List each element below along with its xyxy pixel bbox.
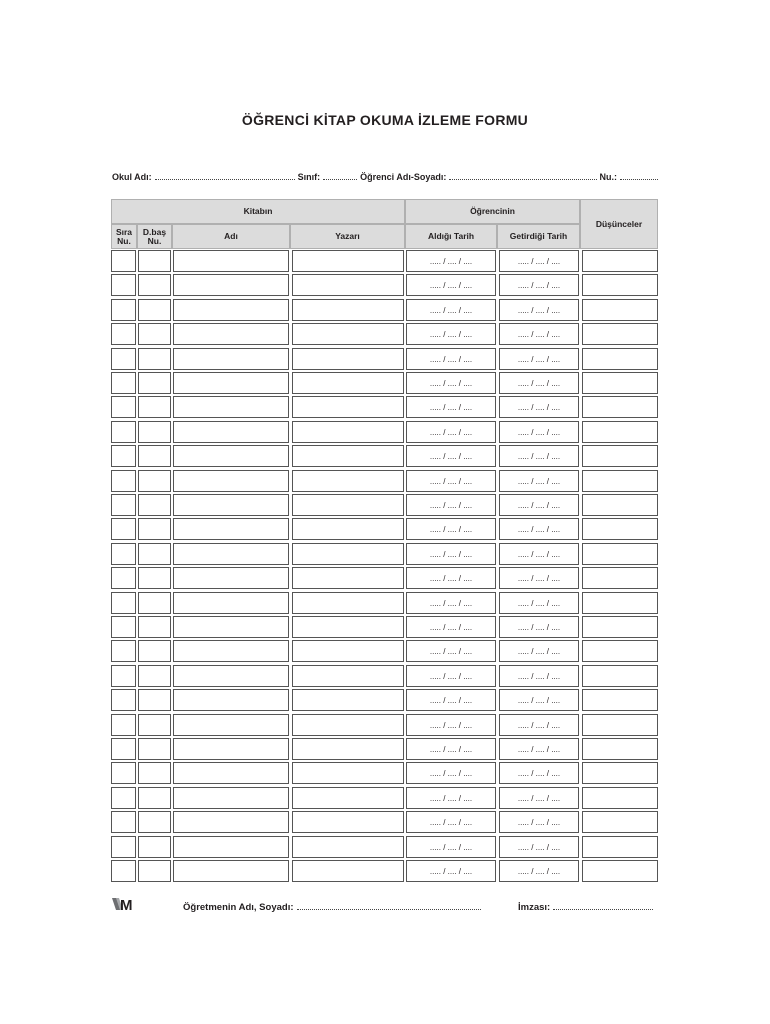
- received-date-cell[interactable]: [406, 445, 496, 467]
- author-cell[interactable]: [292, 323, 404, 345]
- teacher-label: Öğretmenin Adı, Soyadı:: [183, 902, 294, 913]
- date-placeholder: ..... / .... / ....: [517, 622, 561, 632]
- date-placeholder: ..... / .... / ....: [429, 817, 473, 827]
- order-cell[interactable]: [111, 494, 136, 516]
- author-cell[interactable]: [292, 250, 404, 272]
- received-date-cell[interactable]: [406, 714, 496, 736]
- received-date-cell[interactable]: [406, 421, 496, 443]
- order-cell[interactable]: [111, 738, 136, 760]
- received-date-cell[interactable]: [406, 616, 496, 638]
- date-placeholder: ..... / .... / ....: [429, 256, 473, 266]
- returned-date-cell[interactable]: [499, 860, 579, 882]
- dbas-cell[interactable]: [138, 421, 171, 443]
- teacher-field[interactable]: [297, 900, 481, 910]
- returned-date-cell[interactable]: [499, 836, 579, 858]
- returned-date-cell[interactable]: [499, 592, 579, 614]
- order-cell[interactable]: [111, 689, 136, 711]
- book-name-cell[interactable]: [173, 323, 289, 345]
- order-cell[interactable]: [111, 762, 136, 784]
- signature-field[interactable]: [553, 900, 653, 910]
- order-cell[interactable]: [111, 323, 136, 345]
- book-name-cell[interactable]: [173, 787, 289, 809]
- date-placeholder: ..... / .... / ....: [429, 768, 473, 778]
- dbas-cell[interactable]: [138, 616, 171, 638]
- date-placeholder: ..... / .... / ....: [429, 378, 473, 388]
- date-placeholder: ..... / .... / ....: [517, 354, 561, 364]
- header-received-date: Aldığı Tarih: [405, 224, 497, 249]
- returned-date-cell[interactable]: [499, 787, 579, 809]
- order-cell[interactable]: [111, 348, 136, 370]
- book-name-cell[interactable]: [173, 348, 289, 370]
- returned-date-cell[interactable]: [499, 421, 579, 443]
- received-date-cell[interactable]: [406, 543, 496, 565]
- date-placeholder: ..... / .... / ....: [429, 720, 473, 730]
- order-cell[interactable]: [111, 250, 136, 272]
- header-author: Yazarı: [290, 224, 405, 249]
- returned-date-cell[interactable]: [499, 616, 579, 638]
- date-placeholder: ..... / .... / ....: [517, 427, 561, 437]
- thoughts-cell[interactable]: [582, 299, 658, 321]
- thoughts-cell[interactable]: [582, 762, 658, 784]
- header-book-group: Kitabın: [111, 199, 405, 224]
- author-cell[interactable]: [292, 811, 404, 833]
- received-date-cell[interactable]: [406, 787, 496, 809]
- returned-date-cell[interactable]: [499, 640, 579, 662]
- info-line: [112, 170, 658, 184]
- thoughts-cell[interactable]: [582, 567, 658, 589]
- received-date-cell[interactable]: [406, 396, 496, 418]
- received-date-cell[interactable]: [406, 689, 496, 711]
- book-name-cell[interactable]: [173, 689, 289, 711]
- date-placeholder: ..... / .... / ....: [517, 378, 561, 388]
- dbas-cell[interactable]: [138, 250, 171, 272]
- date-placeholder: ..... / .... / ....: [429, 573, 473, 583]
- thoughts-cell[interactable]: [582, 323, 658, 345]
- received-date-cell[interactable]: [406, 592, 496, 614]
- author-cell[interactable]: [292, 299, 404, 321]
- returned-date-cell[interactable]: [499, 567, 579, 589]
- header-book-name: Adı: [172, 224, 290, 249]
- date-placeholder: ..... / .... / ....: [429, 598, 473, 608]
- book-name-cell[interactable]: [173, 421, 289, 443]
- date-placeholder: ..... / .... / ....: [429, 476, 473, 486]
- received-date-cell[interactable]: [406, 470, 496, 492]
- thoughts-cell[interactable]: [582, 787, 658, 809]
- date-placeholder: ..... / .... / ....: [429, 500, 473, 510]
- returned-date-cell[interactable]: [499, 396, 579, 418]
- book-name-cell[interactable]: [173, 543, 289, 565]
- dbas-cell[interactable]: [138, 640, 171, 662]
- header-thoughts: Düşünceler: [580, 199, 658, 249]
- returned-date-cell[interactable]: [499, 543, 579, 565]
- date-placeholder: ..... / .... / ....: [517, 842, 561, 852]
- date-placeholder: ..... / .... / ....: [517, 768, 561, 778]
- order-cell[interactable]: [111, 860, 136, 882]
- date-placeholder: ..... / .... / ....: [517, 671, 561, 681]
- date-placeholder: ..... / .... / ....: [517, 793, 561, 803]
- dbas-cell[interactable]: [138, 445, 171, 467]
- author-cell[interactable]: [292, 640, 404, 662]
- date-placeholder: ..... / .... / ....: [517, 720, 561, 730]
- form-title: ÖĞRENCİ KİTAP OKUMA İZLEME FORMU: [241, 112, 529, 128]
- book-name-cell[interactable]: [173, 616, 289, 638]
- order-cell[interactable]: [111, 811, 136, 833]
- returned-date-cell[interactable]: [499, 348, 579, 370]
- thoughts-cell[interactable]: [582, 616, 658, 638]
- author-cell[interactable]: [292, 787, 404, 809]
- book-name-cell[interactable]: [173, 470, 289, 492]
- dbas-cell[interactable]: [138, 299, 171, 321]
- order-cell[interactable]: [111, 445, 136, 467]
- received-date-cell[interactable]: [406, 372, 496, 394]
- book-name-cell[interactable]: [173, 250, 289, 272]
- dbas-cell[interactable]: [138, 738, 171, 760]
- thoughts-cell[interactable]: [582, 811, 658, 833]
- header-order-number: Sıra Nu.: [111, 224, 137, 249]
- received-date-cell[interactable]: [406, 762, 496, 784]
- thoughts-cell[interactable]: [582, 665, 658, 687]
- header-dbas-number: D.baş Nu.: [137, 224, 172, 249]
- dbas-cell[interactable]: [138, 396, 171, 418]
- book-name-cell[interactable]: [173, 274, 289, 296]
- dbas-cell[interactable]: [138, 543, 171, 565]
- date-placeholder: ..... / .... / ....: [429, 427, 473, 437]
- thoughts-cell[interactable]: [582, 250, 658, 272]
- returned-date-cell[interactable]: [499, 689, 579, 711]
- dbas-cell[interactable]: [138, 470, 171, 492]
- author-cell[interactable]: [292, 543, 404, 565]
- thoughts-cell[interactable]: [582, 738, 658, 760]
- returned-date-cell[interactable]: [499, 518, 579, 540]
- date-placeholder: ..... / .... / ....: [517, 402, 561, 412]
- date-placeholder: ..... / .... / ....: [517, 573, 561, 583]
- date-placeholder: ..... / .... / ....: [429, 842, 473, 852]
- dbas-cell[interactable]: [138, 811, 171, 833]
- date-placeholder: ..... / .... / ....: [517, 280, 561, 290]
- dbas-cell[interactable]: [138, 494, 171, 516]
- date-placeholder: ..... / .... / ....: [429, 646, 473, 656]
- received-date-cell[interactable]: [406, 250, 496, 272]
- book-name-cell[interactable]: [173, 738, 289, 760]
- order-cell[interactable]: [111, 836, 136, 858]
- thoughts-cell[interactable]: [582, 714, 658, 736]
- date-placeholder: ..... / .... / ....: [517, 451, 561, 461]
- date-placeholder: ..... / .... / ....: [517, 256, 561, 266]
- date-placeholder: ..... / .... / ....: [517, 549, 561, 559]
- dbas-cell[interactable]: [138, 372, 171, 394]
- received-date-cell[interactable]: [406, 518, 496, 540]
- author-cell[interactable]: [292, 616, 404, 638]
- book-name-cell[interactable]: [173, 396, 289, 418]
- order-cell[interactable]: [111, 592, 136, 614]
- date-placeholder: ..... / .... / ....: [517, 598, 561, 608]
- teacher-line: [183, 900, 481, 916]
- author-cell[interactable]: [292, 348, 404, 370]
- date-placeholder: ..... / .... / ....: [517, 695, 561, 705]
- received-date-cell[interactable]: [406, 811, 496, 833]
- author-cell[interactable]: [292, 470, 404, 492]
- book-name-cell[interactable]: [173, 811, 289, 833]
- date-placeholder: ..... / .... / ....: [429, 866, 473, 876]
- thoughts-cell[interactable]: [582, 470, 658, 492]
- student-field[interactable]: [449, 170, 596, 180]
- author-cell[interactable]: [292, 518, 404, 540]
- book-name-cell[interactable]: [173, 640, 289, 662]
- returned-date-cell[interactable]: [499, 762, 579, 784]
- returned-date-cell[interactable]: [499, 299, 579, 321]
- received-date-cell[interactable]: [406, 299, 496, 321]
- thoughts-cell[interactable]: [582, 836, 658, 858]
- returned-date-cell[interactable]: [499, 665, 579, 687]
- book-name-cell[interactable]: [173, 518, 289, 540]
- date-placeholder: ..... / .... / ....: [517, 305, 561, 315]
- returned-date-cell[interactable]: [499, 250, 579, 272]
- dbas-cell[interactable]: [138, 323, 171, 345]
- thoughts-cell[interactable]: [582, 689, 658, 711]
- school-field[interactable]: [155, 170, 295, 180]
- class-label: Sınıf:: [297, 172, 321, 182]
- date-placeholder: ..... / .... / ....: [429, 402, 473, 412]
- received-date-cell[interactable]: [406, 348, 496, 370]
- thoughts-cell[interactable]: [582, 421, 658, 443]
- received-date-cell[interactable]: [406, 274, 496, 296]
- svg-text:M: M: [120, 897, 133, 912]
- book-name-cell[interactable]: [173, 445, 289, 467]
- order-cell[interactable]: [111, 372, 136, 394]
- thoughts-cell[interactable]: [582, 445, 658, 467]
- date-placeholder: ..... / .... / ....: [429, 354, 473, 364]
- dbas-cell[interactable]: [138, 665, 171, 687]
- school-label: Okul Adı:: [112, 172, 152, 182]
- header-student-group: Öğrencinin: [405, 199, 580, 224]
- dbas-cell[interactable]: [138, 348, 171, 370]
- order-cell[interactable]: [111, 787, 136, 809]
- order-cell[interactable]: [111, 616, 136, 638]
- thoughts-cell[interactable]: [582, 518, 658, 540]
- book-name-cell[interactable]: [173, 762, 289, 784]
- thoughts-cell[interactable]: [582, 592, 658, 614]
- author-cell[interactable]: [292, 592, 404, 614]
- date-placeholder: ..... / .... / ....: [429, 329, 473, 339]
- order-cell[interactable]: [111, 421, 136, 443]
- dbas-cell[interactable]: [138, 592, 171, 614]
- author-cell[interactable]: [292, 567, 404, 589]
- thoughts-cell[interactable]: [582, 348, 658, 370]
- order-cell[interactable]: [111, 567, 136, 589]
- book-name-cell[interactable]: [173, 299, 289, 321]
- signature-line: [518, 900, 653, 916]
- date-placeholder: ..... / .... / ....: [517, 744, 561, 754]
- author-cell[interactable]: [292, 836, 404, 858]
- dbas-cell[interactable]: [138, 714, 171, 736]
- thoughts-cell[interactable]: [582, 372, 658, 394]
- order-cell[interactable]: [111, 543, 136, 565]
- dbas-cell[interactable]: [138, 567, 171, 589]
- returned-date-cell[interactable]: [499, 470, 579, 492]
- header-returned-date: Getirdiği Tarih: [497, 224, 580, 249]
- date-placeholder: ..... / .... / ....: [429, 280, 473, 290]
- author-cell[interactable]: [292, 738, 404, 760]
- dbas-cell[interactable]: [138, 274, 171, 296]
- date-placeholder: ..... / .... / ....: [429, 305, 473, 315]
- thoughts-cell[interactable]: [582, 396, 658, 418]
- order-cell[interactable]: [111, 274, 136, 296]
- returned-date-cell[interactable]: [499, 811, 579, 833]
- author-cell[interactable]: [292, 445, 404, 467]
- book-name-cell[interactable]: [173, 836, 289, 858]
- class-field[interactable]: [323, 170, 357, 180]
- returned-date-cell[interactable]: [499, 372, 579, 394]
- date-placeholder: ..... / .... / ....: [517, 476, 561, 486]
- publisher-logo: [112, 896, 136, 912]
- dbas-cell[interactable]: [138, 689, 171, 711]
- thoughts-cell[interactable]: [582, 543, 658, 565]
- date-placeholder: ..... / .... / ....: [517, 329, 561, 339]
- thoughts-cell[interactable]: [582, 860, 658, 882]
- returned-date-cell[interactable]: [499, 323, 579, 345]
- book-name-cell[interactable]: [173, 860, 289, 882]
- author-cell[interactable]: [292, 714, 404, 736]
- date-placeholder: ..... / .... / ....: [429, 524, 473, 534]
- author-cell[interactable]: [292, 860, 404, 882]
- returned-date-cell[interactable]: [499, 738, 579, 760]
- date-placeholder: ..... / .... / ....: [517, 500, 561, 510]
- order-cell[interactable]: [111, 714, 136, 736]
- dbas-cell[interactable]: [138, 860, 171, 882]
- number-field[interactable]: [620, 170, 658, 180]
- received-date-cell[interactable]: [406, 665, 496, 687]
- order-cell[interactable]: [111, 470, 136, 492]
- date-placeholder: ..... / .... / ....: [517, 866, 561, 876]
- date-placeholder: ..... / .... / ....: [517, 817, 561, 827]
- received-date-cell[interactable]: [406, 738, 496, 760]
- date-placeholder: ..... / .... / ....: [517, 646, 561, 656]
- received-date-cell[interactable]: [406, 860, 496, 882]
- book-name-cell[interactable]: [173, 592, 289, 614]
- date-placeholder: ..... / .... / ....: [429, 744, 473, 754]
- dbas-cell[interactable]: [138, 787, 171, 809]
- order-cell[interactable]: [111, 665, 136, 687]
- received-date-cell[interactable]: [406, 640, 496, 662]
- date-placeholder: ..... / .... / ....: [429, 549, 473, 559]
- received-date-cell[interactable]: [406, 836, 496, 858]
- date-placeholder: ..... / .... / ....: [429, 671, 473, 681]
- received-date-cell[interactable]: [406, 323, 496, 345]
- date-placeholder: ..... / .... / ....: [429, 695, 473, 705]
- order-cell[interactable]: [111, 396, 136, 418]
- thoughts-cell[interactable]: [582, 640, 658, 662]
- author-cell[interactable]: [292, 762, 404, 784]
- book-name-cell[interactable]: [173, 665, 289, 687]
- author-cell[interactable]: [292, 274, 404, 296]
- author-cell[interactable]: [292, 421, 404, 443]
- returned-date-cell[interactable]: [499, 445, 579, 467]
- returned-date-cell[interactable]: [499, 494, 579, 516]
- book-name-cell[interactable]: [173, 714, 289, 736]
- signature-label: İmzası:: [518, 902, 551, 913]
- dbas-cell[interactable]: [138, 518, 171, 540]
- received-date-cell[interactable]: [406, 567, 496, 589]
- author-cell[interactable]: [292, 494, 404, 516]
- date-placeholder: ..... / .... / ....: [517, 524, 561, 534]
- returned-date-cell[interactable]: [499, 714, 579, 736]
- date-placeholder: ..... / .... / ....: [429, 451, 473, 461]
- student-label: Öğrenci Adı-Soyadı:: [360, 172, 447, 182]
- dbas-cell[interactable]: [138, 762, 171, 784]
- book-name-cell[interactable]: [173, 494, 289, 516]
- order-cell[interactable]: [111, 640, 136, 662]
- date-placeholder: ..... / .... / ....: [429, 793, 473, 803]
- book-name-cell[interactable]: [173, 567, 289, 589]
- number-label: Nu.:: [599, 172, 617, 182]
- order-cell[interactable]: [111, 518, 136, 540]
- author-cell[interactable]: [292, 372, 404, 394]
- returned-date-cell[interactable]: [499, 274, 579, 296]
- book-name-cell[interactable]: [173, 372, 289, 394]
- thoughts-cell[interactable]: [582, 274, 658, 296]
- date-placeholder: ..... / .... / ....: [429, 622, 473, 632]
- author-cell[interactable]: [292, 396, 404, 418]
- received-date-cell[interactable]: [406, 494, 496, 516]
- author-cell[interactable]: [292, 665, 404, 687]
- dbas-cell[interactable]: [138, 836, 171, 858]
- thoughts-cell[interactable]: [582, 494, 658, 516]
- author-cell[interactable]: [292, 689, 404, 711]
- order-cell[interactable]: [111, 299, 136, 321]
